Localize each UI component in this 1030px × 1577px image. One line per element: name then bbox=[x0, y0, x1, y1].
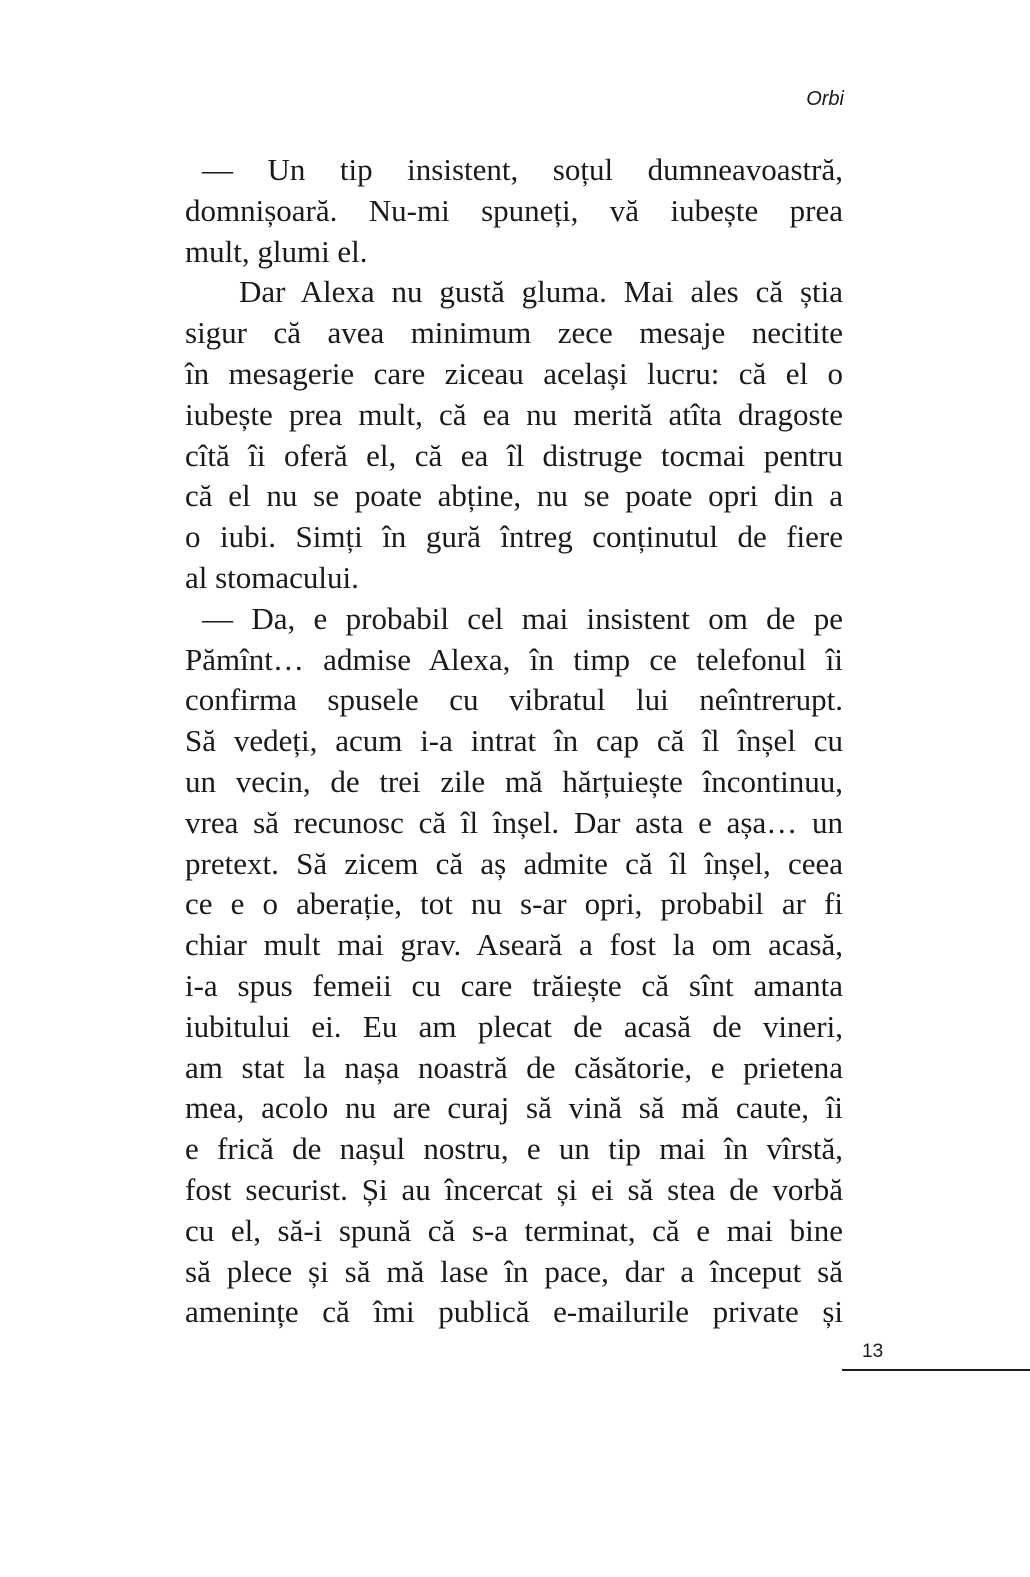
text-line: iubește prea mult, că ea nu merită atîta dragoste bbox=[185, 396, 843, 432]
running-header: Orbi bbox=[806, 88, 844, 110]
text-line: — Un tip insistent, soțul dumneavoastră, bbox=[202, 152, 843, 187]
text-line: confirma spusele cu vibratul lui neîntrerupt. bbox=[185, 682, 843, 718]
text-line: în mesagerie care ziceau același lucru: că el o bbox=[185, 355, 843, 391]
folio-rule bbox=[842, 1369, 1030, 1371]
text-line: chiar mult mai grav. Aseară a fost la om acasă, bbox=[185, 927, 843, 963]
text-line: ce e o aberație, tot nu s-ar opri, probabil ar fi bbox=[185, 886, 843, 922]
text-line: — Da, e probabil cel mai insistent om de pe bbox=[202, 600, 843, 636]
text-line: vrea să recunosc că îl înșel. Dar asta e așa… un bbox=[185, 804, 843, 840]
text-line: iubitului ei. Eu am plecat de acasă de vineri, bbox=[185, 1008, 843, 1044]
text-line: e frică de nașul nostru, e un tip mai în vîrstă, bbox=[185, 1131, 843, 1167]
text-line: al stomacului. bbox=[185, 559, 359, 595]
body-text bbox=[185, 150, 843, 1333]
text-line: fost securist. Și au încercat și ei să stea de vorbă bbox=[185, 1171, 843, 1207]
text-line: mult, glumi el. bbox=[185, 233, 368, 269]
text-line: Dar Alexa nu gustă gluma. Mai ales că știa bbox=[239, 274, 843, 310]
text-line: o iubi. Simți în gură întreg conținutul de fiere bbox=[185, 519, 843, 555]
text-line: mea, acolo nu are curaj să vină să mă caute, îi bbox=[185, 1090, 843, 1126]
text-line: sigur că avea minimum zece mesaje necitite bbox=[185, 315, 843, 351]
text-line: să plece și să mă lase în pace, dar a început să bbox=[185, 1253, 843, 1289]
text-line: Să vedeți, acum i-a intrat în cap că îl înșel cu bbox=[185, 723, 843, 759]
text-line: cîtă îi oferă el, că ea îl distruge tocmai pentru bbox=[185, 437, 843, 473]
text-line: că el nu se poate abține, nu se poate opri din a bbox=[185, 478, 843, 514]
text-line: cu el, să-i spună că s-a terminat, că e mai bine bbox=[185, 1212, 843, 1248]
text-line: domnișoară. Nu-mi spuneți, vă iubește prea bbox=[185, 192, 843, 228]
text-line: am stat la nașa noastră de căsătorie, e prietena bbox=[185, 1049, 843, 1085]
text-line: amenințe că îmi publică e-mailurile private și bbox=[185, 1294, 843, 1330]
text-line: Pămînt… admise Alexa, în timp ce telefonul îi bbox=[185, 641, 843, 677]
text-line: i-a spus femeii cu care trăiește că sînt amanta bbox=[185, 967, 843, 1003]
text-line: pretext. Să zicem că aș admite că îl înșel, ceea bbox=[185, 845, 843, 881]
text-line: un vecin, de trei zile mă hărțuiește încontinuu, bbox=[185, 763, 843, 799]
page-number: 13 bbox=[862, 1341, 884, 1362]
